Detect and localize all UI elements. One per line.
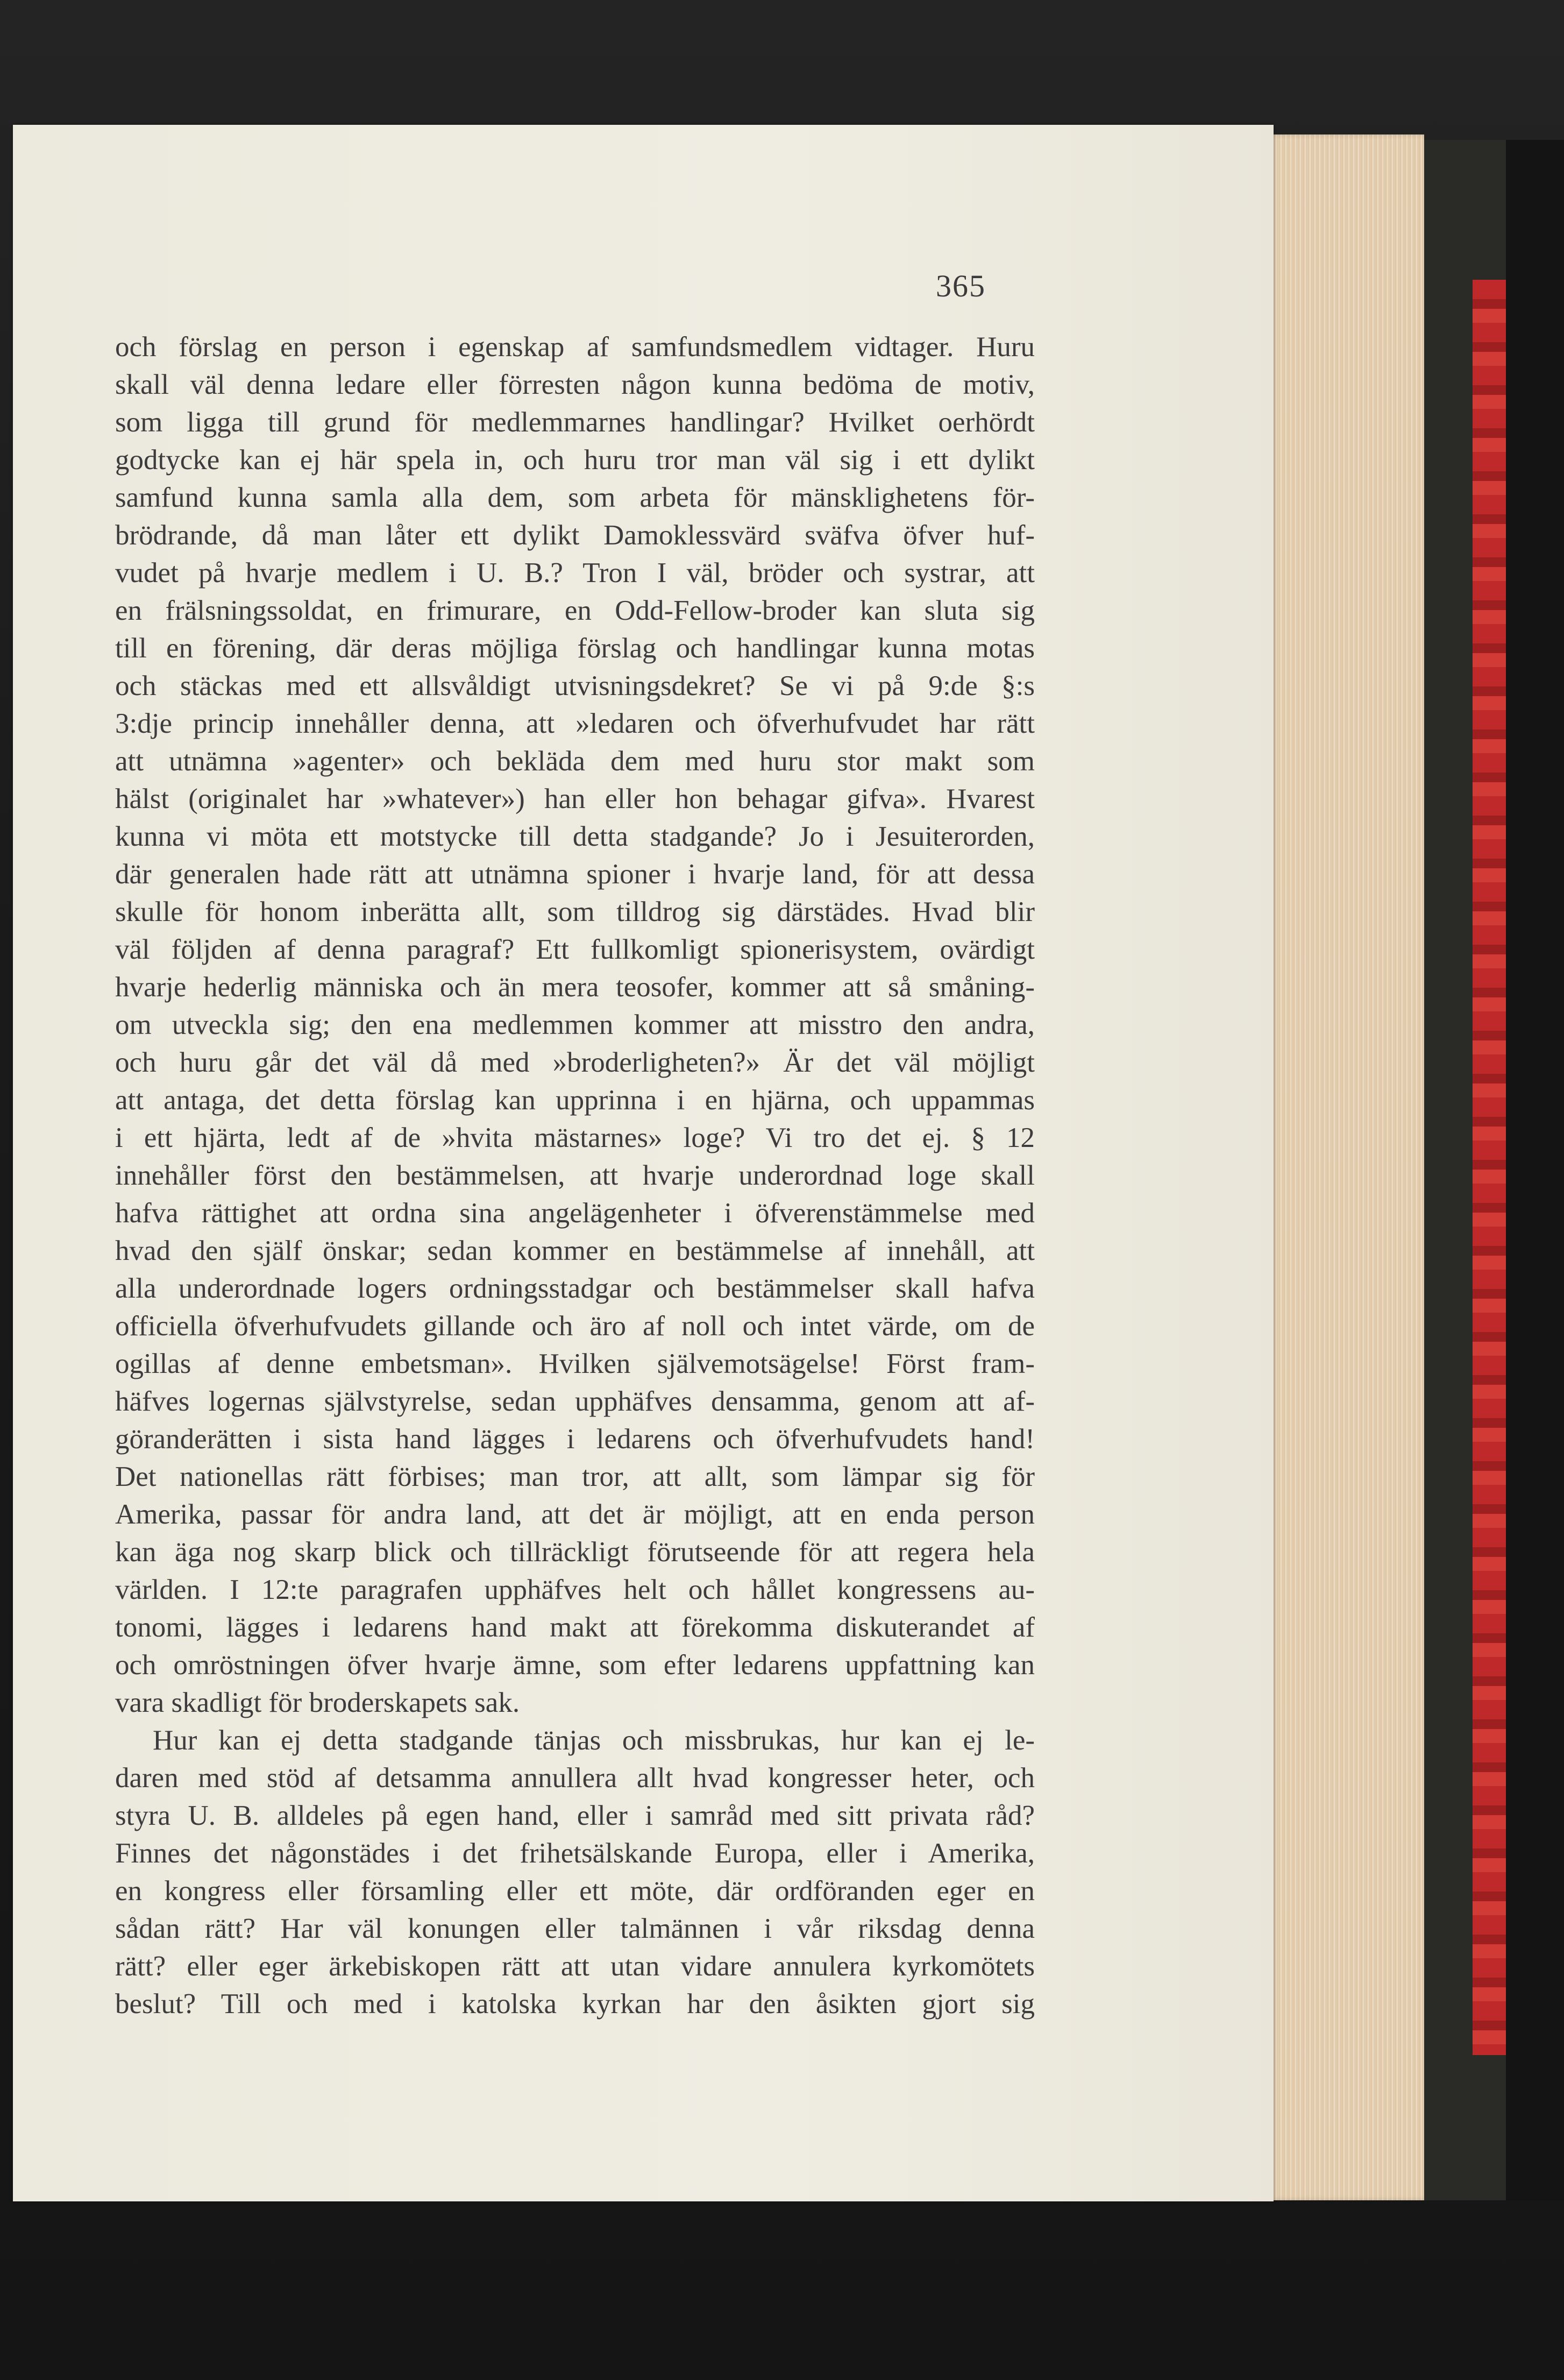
text-line: tonomi, lägges i ledarens hand makt att förekomma diskuterandet af <box>115 1612 1035 1643</box>
book-spine-binding <box>1473 280 1506 2055</box>
page-edges <box>1268 134 1424 2200</box>
text-line: om utveckla sig; den ena medlemmen kommer att misstro den andra, <box>115 1009 1035 1040</box>
text-line: i ett hjärta, ledt af de »hvita mästarnes» loge? Vi tro det ej. § 12 <box>115 1122 1035 1153</box>
text-line: vara skadligt för broderskapets sak. <box>115 1687 520 1718</box>
text-line: skulle för honom inberätta allt, som tilldrog sig därstädes. Hvad blir <box>115 896 1035 927</box>
body-text <box>115 328 1035 2028</box>
text-line: hvad den själf önskar; sedan kommer en bestämmelse af innehåll, att <box>115 1235 1035 1266</box>
text-line: hälst (originalet har »whatever») han eller hon behagar gifva». Hvarest <box>115 783 1035 814</box>
text-line: häfves logernas självstyrelse, sedan upphäfves densamma, genom att af- <box>115 1386 1035 1417</box>
text-line: sådan rätt? Har väl konungen eller talmännen i vår riksdag denna <box>115 1913 1035 1944</box>
text-line: 3:dje princip innehåller denna, att »ledaren och öfverhufvudet har rätt <box>115 708 1035 739</box>
text-line: en frälsningssoldat, en frimurare, en Odd-Fellow-broder kan sluta sig <box>115 595 1035 626</box>
text-line: kunna vi möta ett motstycke till detta stadgande? Jo i Jesuiterorden, <box>115 821 1035 852</box>
text-line: Amerika, passar för andra land, att det är möjligt, att en enda person <box>115 1499 1035 1530</box>
text-line: beslut? Till och med i katolska kyrkan har den åsikten gjort sig <box>115 1988 1035 2020</box>
text-line: alla underordnade logers ordningsstadgar och bestämmelser skall hafva <box>115 1273 1035 1304</box>
text-line: Hur kan ej detta stadgande tänjas och missbrukas, hur kan ej le- <box>153 1725 1035 1756</box>
text-line: innehåller först den bestämmelsen, att hvarje underordnad loge skall <box>115 1160 1035 1191</box>
text-line: hafva rättighet att ordna sina angelägenheter i öfverenstämmelse med <box>115 1198 1035 1229</box>
book-spine-shadow <box>1506 140 1564 2200</box>
text-line: daren med stöd af detsamma annullera allt hvad kongresser heter, och <box>115 1762 1035 1794</box>
text-line: skall väl denna ledare eller förresten någon kunna bedöma de motiv, <box>115 369 1035 400</box>
text-line: styra U. B. alldeles på egen hand, eller i samråd med sitt privata råd? <box>115 1800 1035 1831</box>
text-line: till en förening, där deras möjliga förslag och handlingar kunna motas <box>115 633 1035 664</box>
text-line: och stäckas med ett allsvåldigt utvisningsdekret? Se vi på 9:de §:s <box>115 670 1035 702</box>
text-line: kan äga nog skarp blick och tillräckligt förutseende för att regera hela <box>115 1536 1035 1568</box>
text-line: att antaga, det detta förslag kan upprinna i en hjärna, och uppammas <box>115 1085 1035 1116</box>
text-line: och omröstningen öfver hvarje ämne, som efter ledarens uppfattning kan <box>115 1649 1035 1681</box>
text-line: och huru går det väl då med »broderligheten?» Är det väl möjligt <box>115 1047 1035 1078</box>
text-line: där generalen hade rätt att utnämna spioner i hvarje land, för att dessa <box>115 859 1035 890</box>
text-line: hvarje hederlig människa och än mera teosofer, kommer att så småning- <box>115 972 1035 1003</box>
text-line: vudet på hvarje medlem i U. B.? Tron I väl, bröder och systrar, att <box>115 557 1035 589</box>
page-number: 365 <box>936 268 986 303</box>
text-line: samfund kunna samla alla dem, som arbeta för mänsklighetens för- <box>115 482 1035 513</box>
text-line: och förslag en person i egenskap af samfundsmedlem vidtager. Huru <box>115 331 1035 363</box>
text-line: Det nationellas rätt förbises; man tror, att allt, som lämpar sig för <box>115 1461 1035 1492</box>
text-line: brödrande, då man låter ett dylikt Damoklessvärd sväfva öfver huf- <box>115 520 1035 551</box>
text-line: väl följden af denna paragraf? Ett fullkomligt spionerisystem, ovärdigt <box>115 934 1035 965</box>
text-line: rätt? eller eger ärkebiskopen rätt att utan vidare annulera kyrkomötets <box>115 1951 1035 1982</box>
text-line: göranderätten i sista hand lägges i ledarens och öfverhufvudets hand! <box>115 1423 1035 1455</box>
text-line: officiella öfverhufvudets gillande och äro af noll och intet värde, om de <box>115 1311 1035 1342</box>
text-line: Finnes det någonstädes i det frihetsälskande Europa, eller i Amerika, <box>115 1838 1035 1869</box>
text-line: att utnämna »agenter» och bekläda dem med huru stor makt som <box>115 746 1035 777</box>
text-line: ogillas af denne embetsman». Hvilken självemotsägelse! Först fram- <box>115 1348 1035 1379</box>
text-line: en kongress eller församling eller ett möte, där ordföranden eger en <box>115 1875 1035 1907</box>
text-line: världen. I 12:te paragrafen upphäfves helt och hållet kongressens au- <box>115 1574 1035 1605</box>
text-line: som ligga till grund för medlemmarnes handlingar? Hvilket oerhördt <box>115 407 1035 438</box>
text-line: godtycke kan ej här spela in, och huru tror man väl sig i ett dylikt <box>115 444 1035 476</box>
